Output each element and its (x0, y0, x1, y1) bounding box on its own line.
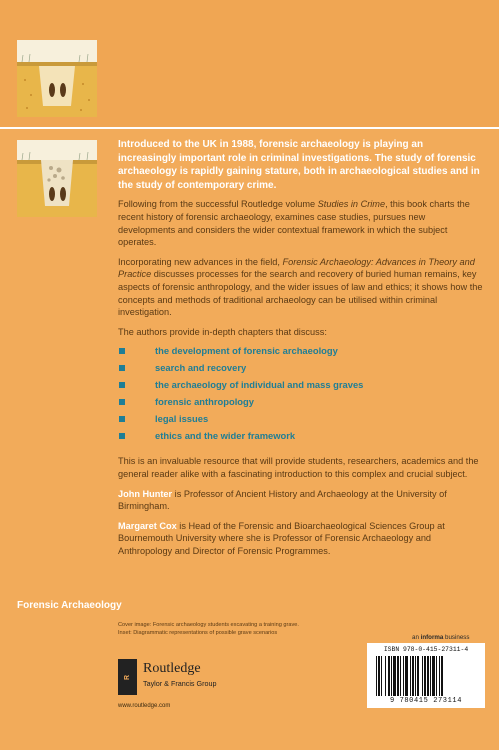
chapter-list-intro: The authors provide in-depth chapters that discuss: (118, 326, 327, 337)
list-item: forensic anthropology (118, 396, 484, 413)
informa-tagline: an informa business (412, 634, 470, 641)
ean-digits: 9 780415 273114 (389, 697, 462, 705)
publisher-url: www.routledge.com (118, 703, 171, 709)
lead-paragraph: Introduced to the UK in 1988, forensic archaeology is playing an increasingly important role in criminal investigations. The study of forensic archaeology is rapidly gaining stature, both in archaeological studies and in the study of contemporary crime. (118, 139, 480, 191)
description-paragraph-2: Incorporating new advances in the field, Forensic Archaeology: Advances in Theory and Practice discusses processes for the search and recovery of buried human remains, key aspects of forensic anthropology, and the wider issues of law and ethics; it shows how the concepts and methods of traditional archaeology can be utilised within criminal investigation. (118, 256, 483, 318)
bullet-square-icon (119, 382, 125, 388)
bullet-square-icon (119, 416, 125, 422)
list-item: the development of forensic archaeology (118, 345, 484, 362)
author-bio-hunter: John Hunter is Professor of Ancient History and Archaeology at the University of Birmingham. (118, 488, 447, 512)
list-item: search and recovery (118, 362, 484, 379)
cover-image-credits: Cover image: Forensic archaeology students excavating a training grave. Inset: Diagrammatic representations of possible grave scenarios (118, 622, 299, 636)
description-paragraph-1: Following from the successful Routledge volume Studies in Crime, this book charts the recent history of forensic archaeology, examines case studies, pursues new developments and considers the wider contextual framework in which the subject operates. (118, 199, 470, 248)
grave-diagram-icon (17, 40, 97, 117)
routledge-logo-icon: R (118, 659, 137, 695)
divider-rule (0, 127, 499, 129)
author-name: John Hunter (118, 488, 173, 499)
chapter-topic-list (118, 345, 484, 447)
grave-illustration-top (17, 40, 97, 117)
bullet-square-icon (119, 399, 125, 405)
grave-diagram-icon (17, 140, 97, 217)
book-title-italic: Forensic Archaeology: Advances in Theory and Practice (118, 256, 475, 280)
publisher-logo (118, 659, 318, 699)
grave-illustration-inset (17, 140, 97, 217)
bullet-square-icon (119, 365, 125, 371)
author-name: Margaret Cox (118, 520, 177, 531)
barcode-icon (376, 656, 476, 696)
list-item: the archaeology of individual and mass graves (118, 379, 484, 396)
isbn-barcode (367, 643, 485, 708)
author-bio-cox: Margaret Cox is Head of the Forensic and Bioarchaeological Sciences Group at Bournemouth University where she is Professor of Forensic Archaeology and Anthropology and Director of Forensic Programmes. (118, 520, 445, 556)
back-cover-blurb (118, 138, 484, 564)
list-item: ethics and the wider framework (118, 430, 484, 447)
series-title-italic: Studies in Crime (317, 199, 386, 210)
bullet-square-icon (119, 433, 125, 439)
informa-brand: informa (420, 634, 444, 641)
publisher-group: Taylor & Francis Group (143, 679, 217, 688)
publisher-name: Routledge (143, 661, 201, 676)
isbn-number: ISBN 978-0-415-27311-4 (383, 646, 469, 653)
closing-paragraph: This is an invaluable resource that will provide students, researchers, academics and the general reader alike with a fascinating introduction to this complex and crucial subject. (118, 456, 479, 479)
spine-series-title: Forensic Archaeology (17, 600, 122, 611)
list-item: legal issues (118, 413, 484, 430)
bullet-square-icon (119, 348, 125, 354)
